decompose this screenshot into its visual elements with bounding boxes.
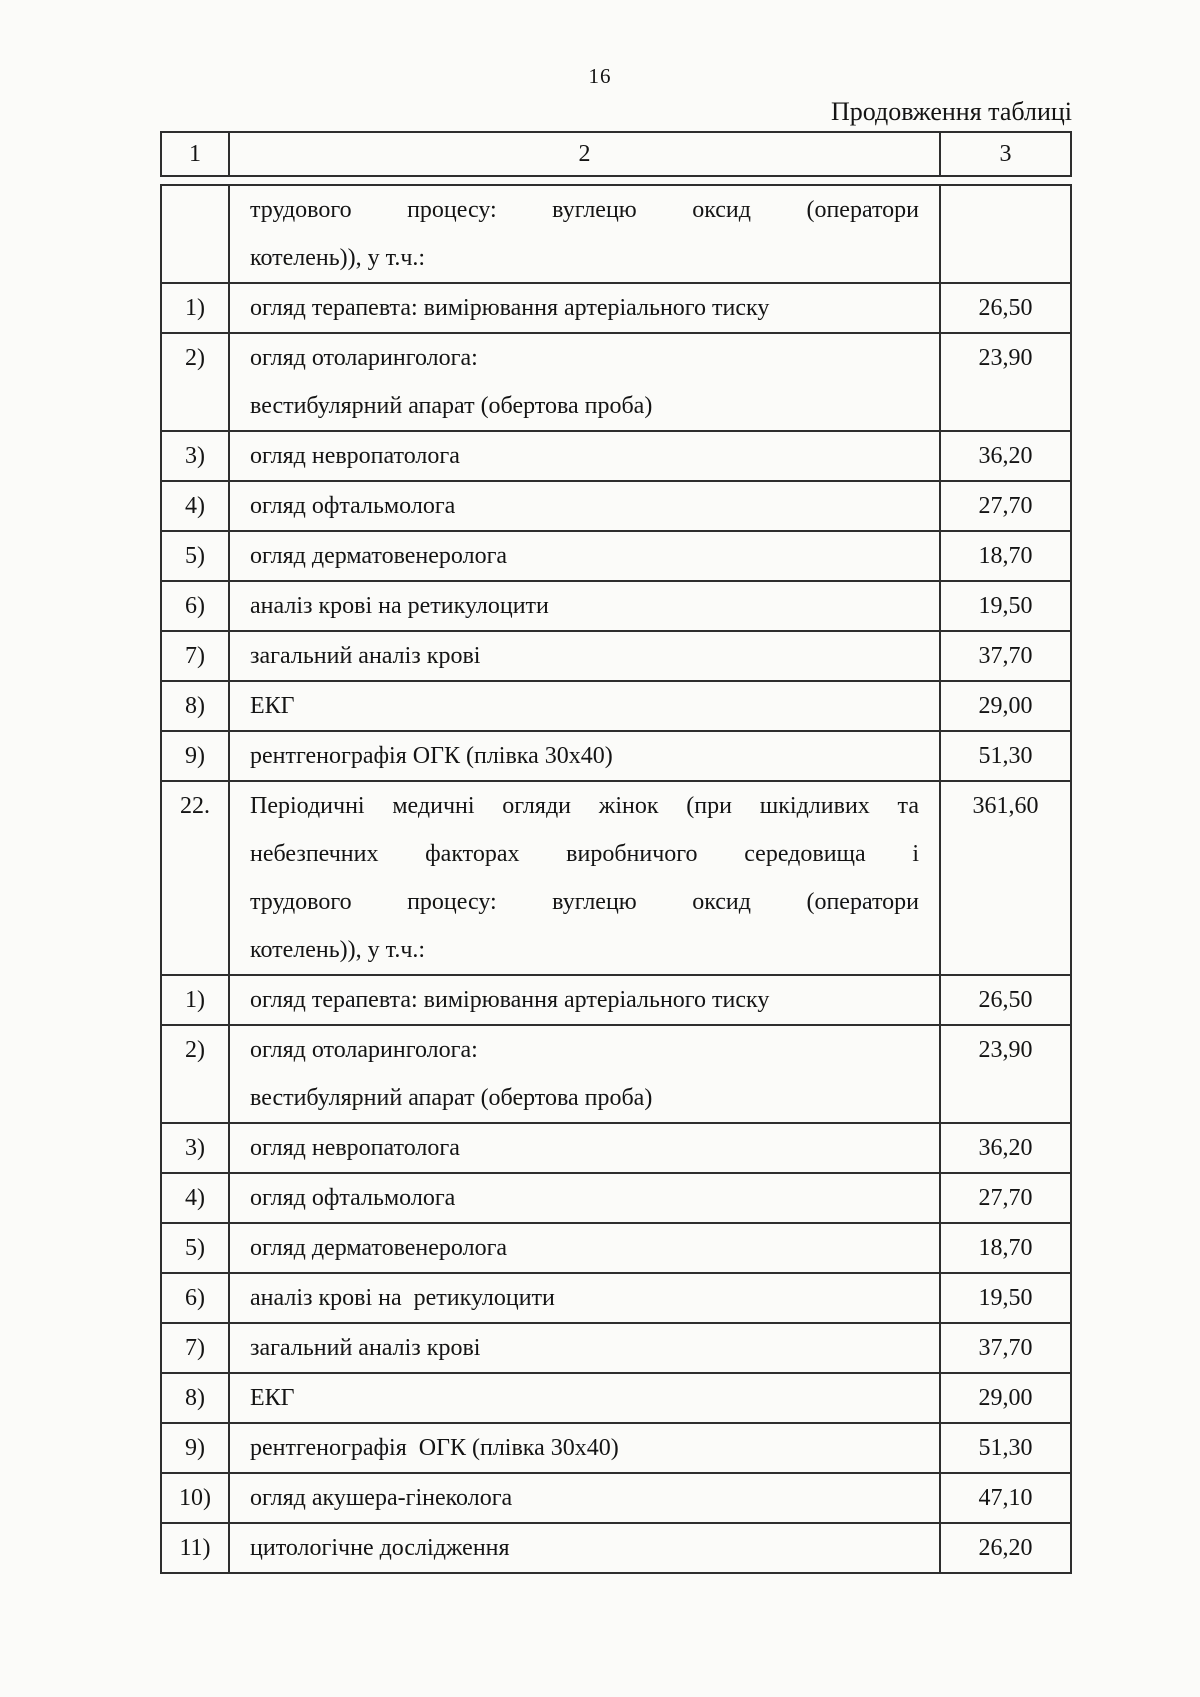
table-row	[162, 530, 1070, 580]
table-header-row	[160, 131, 1072, 177]
row-value-cell: 36,20	[978, 443, 1033, 469]
description-line: ЕКГ	[250, 693, 295, 719]
table-header-col1: 1	[162, 133, 230, 175]
row-number-cell: 22.	[162, 782, 230, 974]
row-description-cell	[230, 1374, 941, 1422]
row-value-cell: 27,70	[978, 1185, 1033, 1211]
row-value-cell: 23,90	[978, 1037, 1033, 1063]
table-row	[162, 1522, 1070, 1572]
table-row	[162, 1222, 1070, 1272]
row-number-cell: 5)	[162, 532, 230, 580]
row-value-cell: 26,20	[978, 1535, 1033, 1561]
table-row	[162, 186, 1070, 282]
row-description-cell	[230, 976, 941, 1024]
description-line: рентгенографія ОГК (плівка 30х40)	[250, 743, 613, 769]
description-line: ЕКГ	[250, 1385, 295, 1411]
row-number-cell: 8)	[162, 1374, 230, 1422]
row-value-cell: 51,30	[978, 743, 1033, 769]
row-description-cell	[230, 1524, 941, 1572]
description-line: загальний аналіз крові	[250, 643, 481, 669]
row-number-cell: 5)	[162, 1224, 230, 1272]
row-description-cell	[230, 1124, 941, 1172]
row-number-cell: 4)	[162, 1174, 230, 1222]
row-value-cell	[941, 186, 1070, 282]
table-row	[162, 630, 1070, 680]
row-value-cell: 27,70	[978, 493, 1033, 519]
row-number-cell: 11)	[162, 1524, 230, 1572]
row-value-cell: 29,00	[978, 1385, 1033, 1411]
tariff-table	[160, 131, 1072, 1574]
row-number-cell: 3)	[162, 1124, 230, 1172]
row-value-cell: 37,70	[978, 643, 1033, 669]
table-row	[162, 1372, 1070, 1422]
table-row	[162, 1472, 1070, 1522]
row-description-cell	[230, 732, 941, 780]
description-line: огляд акушера-гінеколога	[250, 1485, 513, 1511]
row-value-cell: 19,50	[978, 1285, 1033, 1311]
row-number-cell: 9)	[162, 732, 230, 780]
row-number-cell: 3)	[162, 432, 230, 480]
row-value-cell: 26,50	[978, 987, 1033, 1013]
row-description-cell	[230, 1174, 941, 1222]
table-row	[162, 1122, 1070, 1172]
row-value-cell: 23,90	[978, 345, 1033, 371]
description-line: огляд терапевта: вимірювання артеріального тиску	[250, 295, 770, 321]
row-number-cell: 6)	[162, 1274, 230, 1322]
row-number-cell	[162, 186, 230, 282]
description-line: огляд офтальмолога	[250, 493, 456, 519]
description-line: рентгенографія ОГК (плівка 30х40)	[250, 1435, 619, 1461]
table-row	[162, 480, 1070, 530]
table-row	[162, 282, 1070, 332]
description-line: загальний аналіз крові	[250, 1335, 481, 1361]
table-row	[162, 1322, 1070, 1372]
row-description-cell	[230, 1324, 941, 1372]
row-value-cell: 37,70	[978, 1335, 1033, 1361]
description-line: огляд отоларинголога:	[250, 345, 478, 371]
description-line: трудового процесу: вуглецю оксид (оператори	[250, 889, 919, 915]
description-line: огляд невропатолога	[250, 443, 460, 469]
description-line: небезпечних факторах виробничого середовища і	[250, 841, 919, 867]
description-line: котелень)), у т.ч.:	[250, 245, 426, 271]
table-row	[162, 680, 1070, 730]
table-body	[160, 184, 1072, 1574]
row-description-cell	[230, 582, 941, 630]
row-description-cell	[230, 284, 941, 332]
description-line: аналіз крові на ретикулоцити	[250, 593, 549, 619]
row-description-cell	[230, 1274, 941, 1322]
row-number-cell: 1)	[162, 284, 230, 332]
row-number-cell: 2)	[162, 1026, 230, 1122]
row-value-cell: 29,00	[978, 693, 1033, 719]
page-number: 16	[588, 64, 612, 88]
table-header-col3: 3	[999, 141, 1012, 167]
row-description-cell	[230, 782, 941, 974]
row-number-cell: 10)	[162, 1474, 230, 1522]
row-description-cell	[230, 632, 941, 680]
row-number-cell: 1)	[162, 976, 230, 1024]
description-line: цитологічне дослідження	[250, 1535, 510, 1561]
row-value-cell: 18,70	[978, 1235, 1033, 1261]
description-line: огляд дерматовенеролога	[250, 543, 508, 569]
row-description-cell	[230, 432, 941, 480]
row-value-cell: 36,20	[978, 1135, 1033, 1161]
row-description-cell	[230, 1474, 941, 1522]
row-number-cell: 4)	[162, 482, 230, 530]
description-line: огляд офтальмолога	[250, 1185, 456, 1211]
row-number-cell: 7)	[162, 632, 230, 680]
row-description-cell	[230, 186, 941, 282]
row-value-cell: 361,60	[972, 793, 1039, 819]
table-row	[162, 1422, 1070, 1472]
row-value-cell: 47,10	[978, 1485, 1033, 1511]
row-description-cell	[230, 682, 941, 730]
description-line: аналіз крові на ретикулоцити	[250, 1285, 555, 1311]
row-description-cell	[230, 334, 941, 430]
description-line: трудового процесу: вуглецю оксид (оператори	[250, 197, 919, 223]
row-number-cell: 8)	[162, 682, 230, 730]
row-description-cell	[230, 1424, 941, 1472]
description-line: Періодичні медичні огляди жінок (при шкідливих та	[250, 793, 919, 819]
description-line: огляд терапевта: вимірювання артеріального тиску	[250, 987, 770, 1013]
table-row	[162, 780, 1070, 974]
row-description-cell	[230, 482, 941, 530]
table-row	[162, 1172, 1070, 1222]
table-row	[162, 1024, 1070, 1122]
row-number-cell: 7)	[162, 1324, 230, 1372]
row-number-cell: 9)	[162, 1424, 230, 1472]
description-line: огляд дерматовенеролога	[250, 1235, 508, 1261]
row-number-cell: 6)	[162, 582, 230, 630]
row-value-cell: 19,50	[978, 593, 1033, 619]
description-line: огляд невропатолога	[250, 1135, 460, 1161]
table-row	[162, 430, 1070, 480]
row-description-cell	[230, 1026, 941, 1122]
row-description-cell	[230, 532, 941, 580]
row-number-cell: 2)	[162, 334, 230, 430]
description-line: котелень)), у т.ч.:	[250, 937, 426, 963]
table-header-col2: 2	[230, 133, 941, 175]
table-continuation-label: Продовження таблиці	[830, 97, 1072, 126]
description-line: огляд отоларинголога:	[250, 1037, 478, 1063]
description-line: вестибулярний апарат (обертова проба)	[250, 1085, 653, 1111]
table-row	[162, 1272, 1070, 1322]
row-description-cell	[230, 1224, 941, 1272]
table-row	[162, 580, 1070, 630]
row-value-cell: 26,50	[978, 295, 1033, 321]
row-value-cell: 51,30	[978, 1435, 1033, 1461]
table-row	[162, 974, 1070, 1024]
table-row	[162, 332, 1070, 430]
description-line: вестибулярний апарат (обертова проба)	[250, 393, 653, 419]
row-value-cell: 18,70	[978, 543, 1033, 569]
table-row	[162, 730, 1070, 780]
